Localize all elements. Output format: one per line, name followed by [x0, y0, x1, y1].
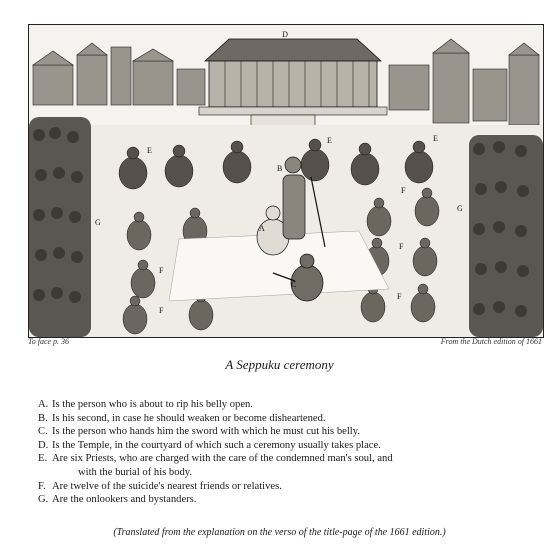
- legend-text: with the burial of his body.: [78, 466, 193, 478]
- label-a: A: [259, 224, 265, 233]
- legend-letter: G.: [38, 494, 49, 506]
- legend-text: Are twelve of the suicide's nearest friends or relatives.: [52, 480, 282, 492]
- legend-letter: C.: [38, 426, 48, 438]
- legend-text: Is the Temple, in the courtyard of which such a ceremony usually takes place.: [52, 439, 381, 451]
- legend-text: Are the onlookers and bystanders.: [52, 494, 197, 506]
- legend-item-g: [38, 493, 538, 507]
- legend-letter: F.: [38, 480, 46, 492]
- legend-letter: A.: [38, 399, 49, 410]
- legend-text: Is his second, in case he should weaken or become disheartened.: [52, 412, 326, 424]
- label-f-4: F: [399, 242, 404, 251]
- caption-left: To face p. 36: [28, 337, 70, 346]
- label-e-3: E: [433, 134, 438, 143]
- legend-letter: E.: [38, 453, 48, 465]
- legend-item-e: [38, 452, 538, 466]
- legend-text: Are six Priests, who are charged with the care of the condemned man's soul, and: [52, 453, 393, 465]
- temple-building: [199, 30, 387, 127]
- legend-item-c: [38, 425, 538, 439]
- legend-text: Is the person who hands him the sword with which he must cut his belly.: [52, 426, 360, 438]
- legend-item-b: [38, 412, 538, 426]
- label-e-2: E: [327, 136, 332, 145]
- label-b: B: [277, 164, 283, 173]
- legend-letter: B.: [38, 412, 48, 424]
- label-f-5: F: [397, 292, 402, 301]
- legend-item-e-continued: [38, 466, 538, 480]
- label-f-3: F: [401, 186, 406, 195]
- plate-title: A Seppuku ceremony: [225, 357, 334, 372]
- legend-text: Is the person who is about to rip his belly open.: [52, 399, 253, 410]
- label-g-1: G: [95, 218, 101, 227]
- seppuku-engraving: [29, 25, 543, 337]
- engraving-illustration: [28, 24, 544, 338]
- translation-footnote: (Translated from the explanation on the verso of the title-page of the 1661 edition.): [113, 527, 446, 538]
- label-f-2: F: [159, 306, 164, 315]
- left-crowd: [29, 117, 91, 337]
- legend-letter: D.: [38, 439, 49, 451]
- label-c: C: [291, 280, 297, 289]
- temple-label-d: D: [282, 30, 288, 39]
- label-e-1: E: [147, 146, 152, 155]
- legend-item-d: [38, 439, 538, 453]
- legend-list: [38, 398, 538, 507]
- label-f-1: F: [159, 266, 164, 275]
- right-crowd: [469, 135, 543, 337]
- label-g-2: G: [457, 204, 463, 213]
- legend-item-a: [38, 398, 538, 412]
- legend-item-f: [38, 480, 538, 494]
- caption-right: From the Dutch edition of 1661: [440, 337, 542, 346]
